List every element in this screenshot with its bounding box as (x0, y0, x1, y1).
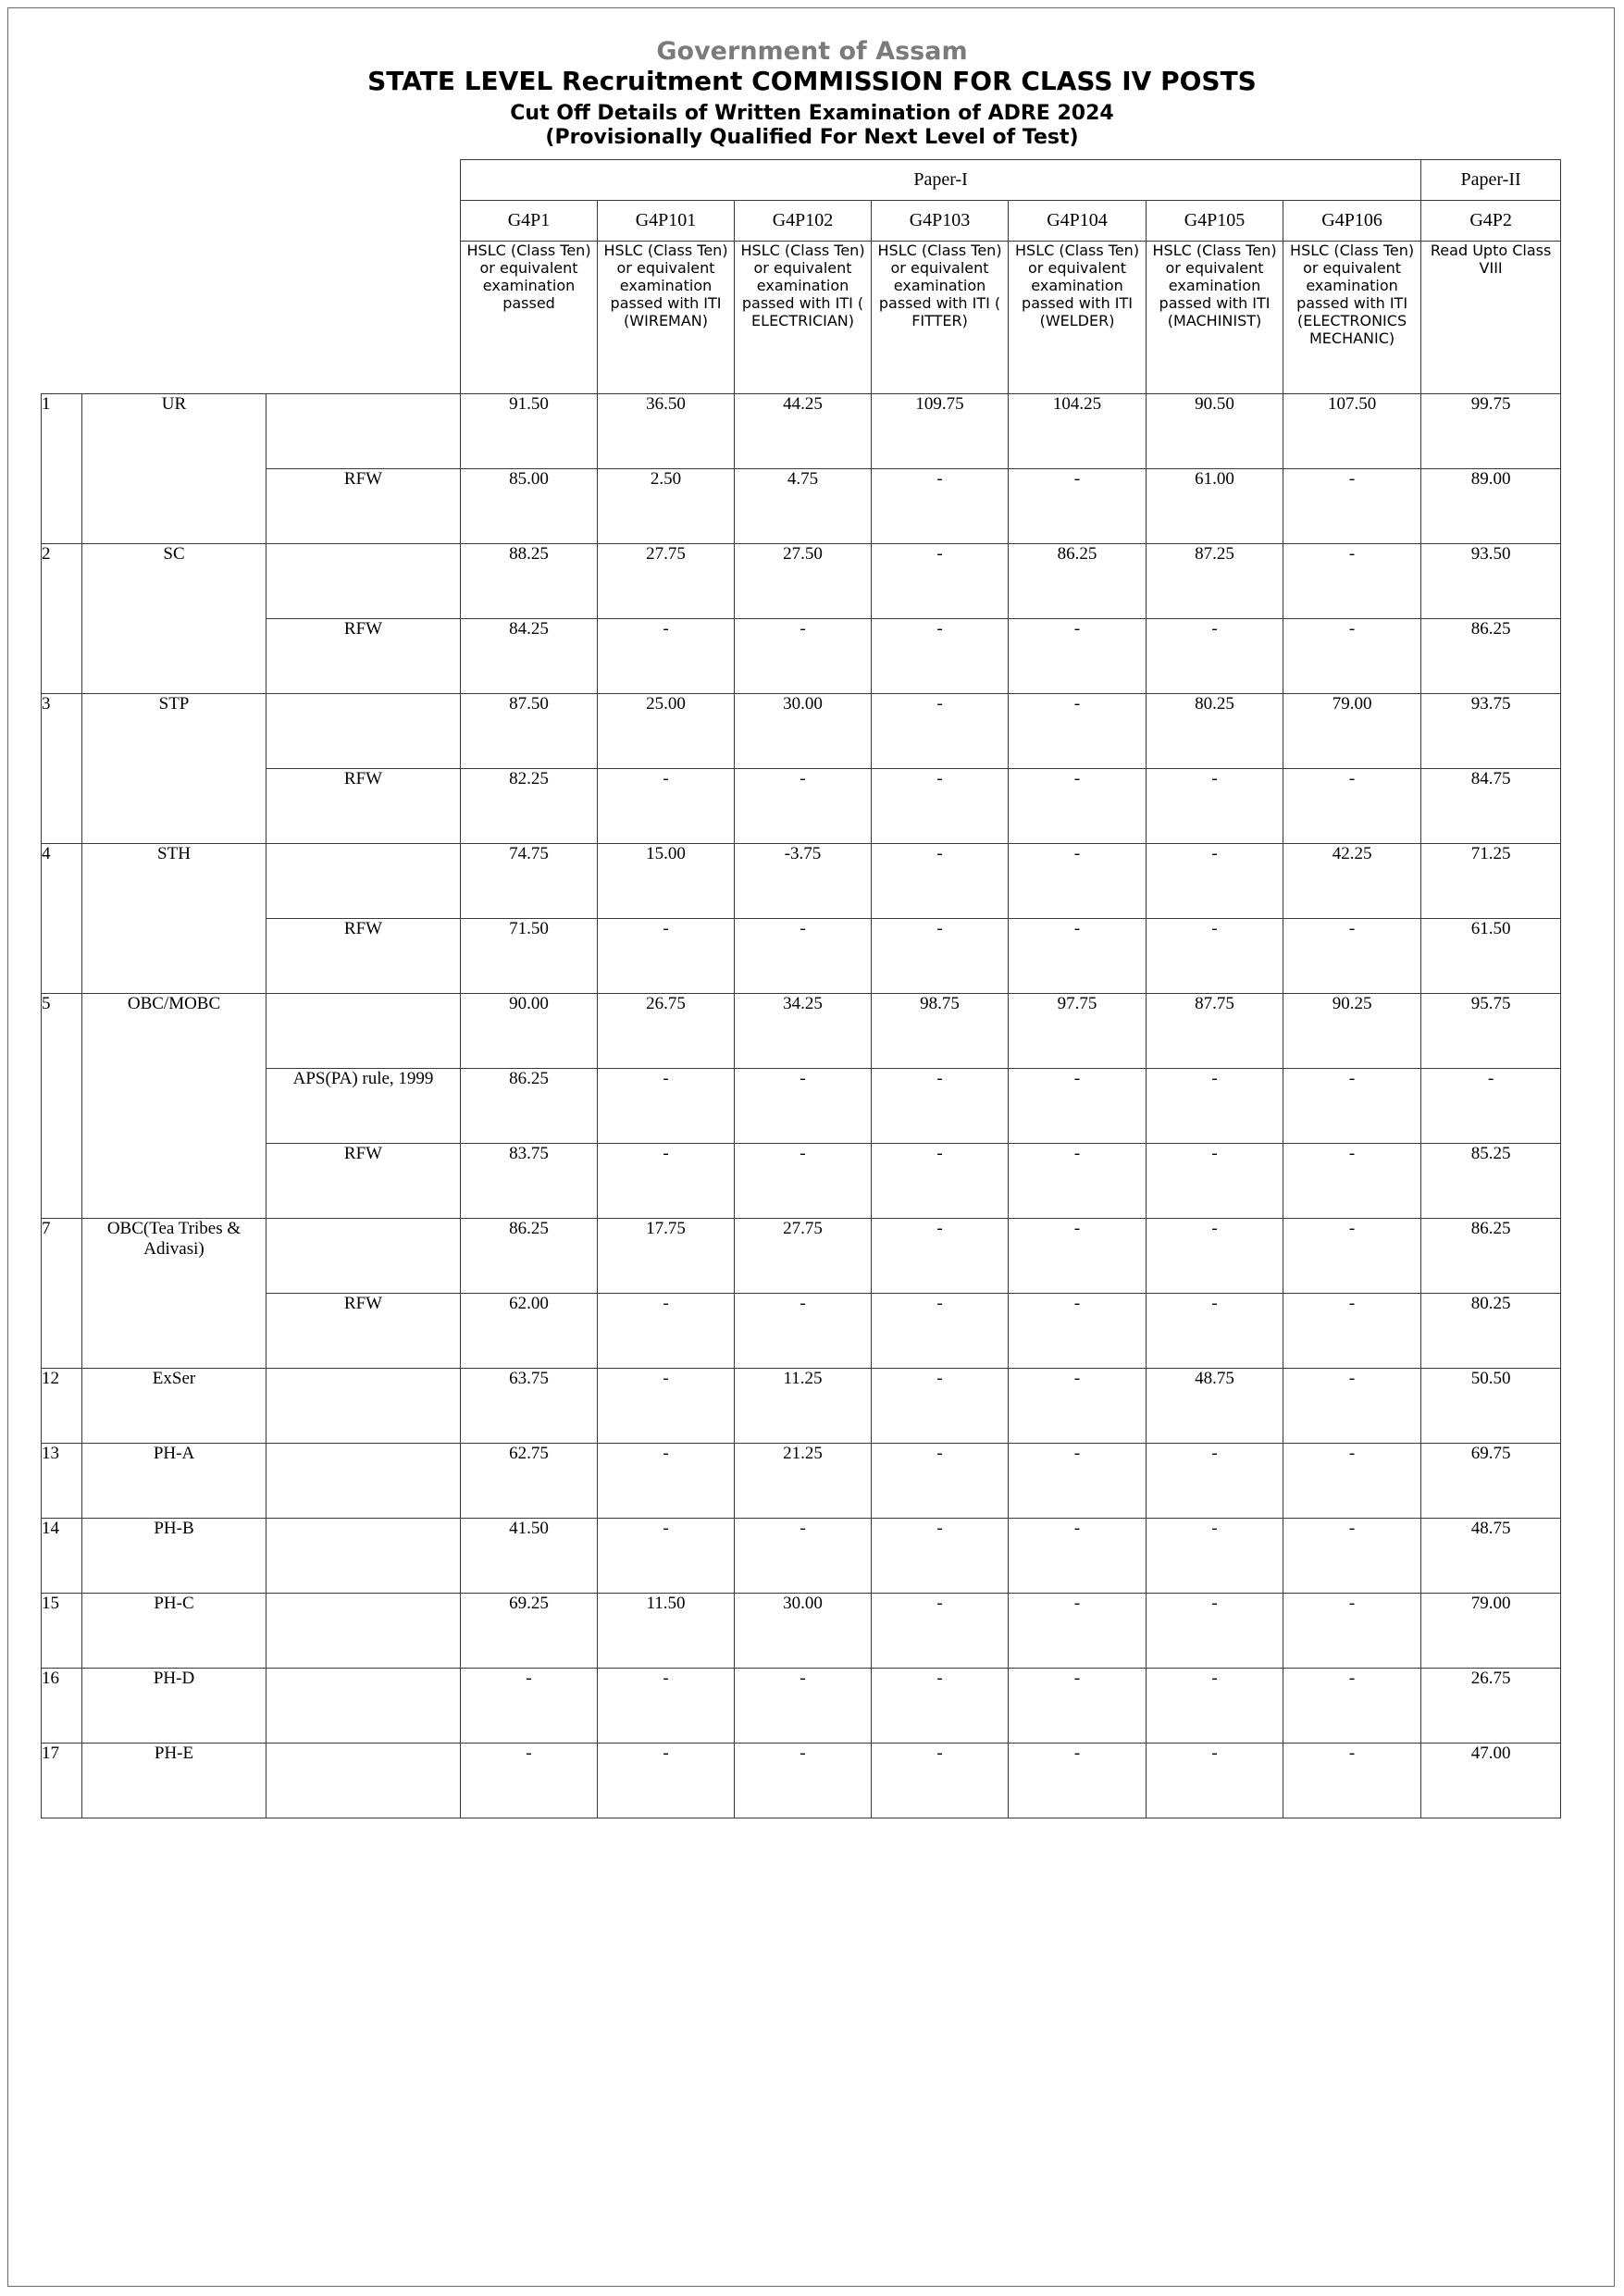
category-cell: PH-D (82, 1669, 267, 1744)
cutoff-value-cell: - (598, 769, 735, 844)
subcategory-cell (267, 1444, 461, 1519)
cutoff-value-cell: - (872, 844, 1009, 919)
cutoff-value-cell: 86.25 (1421, 619, 1561, 694)
cutoff-value-cell: 84.25 (461, 619, 598, 694)
cutoff-value-cell: 25.00 (598, 694, 735, 769)
cutoff-value-cell: - (872, 619, 1009, 694)
category-cell: PH-C (82, 1594, 267, 1669)
subcategory-cell (267, 1669, 461, 1744)
subcategory-cell (267, 1219, 461, 1294)
cutoff-value-cell: - (872, 1069, 1009, 1144)
cutoff-value-cell: - (1009, 1219, 1147, 1294)
cutoff-value-cell: - (1283, 919, 1421, 994)
subcategory-cell: APS(PA) rule, 1999 (267, 1069, 461, 1144)
table-row (42, 469, 1561, 544)
category-cell: STP (82, 694, 267, 844)
subcategory-cell: RFW (267, 469, 461, 544)
cutoff-value-cell: 30.00 (735, 1594, 872, 1669)
cutoff-value-cell: - (872, 1519, 1009, 1594)
serial-number-cell: 16 (42, 1669, 82, 1744)
cutoff-value-cell: 86.25 (461, 1069, 598, 1144)
cutoff-value-cell: - (872, 1669, 1009, 1744)
cutoff-value-cell: 71.50 (461, 919, 598, 994)
cutoff-value-cell: 89.00 (1421, 469, 1561, 544)
subcategory-cell (267, 1594, 461, 1669)
table-row (42, 1294, 1561, 1369)
header-spacer (42, 160, 461, 201)
description-header-row (42, 242, 1561, 394)
cutoff-value-cell: 62.00 (461, 1294, 598, 1369)
cutoff-value-cell: 82.25 (461, 769, 598, 844)
category-cell: STH (82, 844, 267, 994)
cutoff-value-cell: 61.00 (1147, 469, 1283, 544)
cutoff-value-cell: - (598, 619, 735, 694)
cutoff-value-cell: 86.25 (1421, 1219, 1561, 1294)
serial-number-cell: 14 (42, 1519, 82, 1594)
cutoff-value-cell: - (872, 1144, 1009, 1219)
cutoff-value-cell: - (1283, 469, 1421, 544)
cutoff-value-cell: - (1009, 1594, 1147, 1669)
cutoff-value-cell: 80.25 (1421, 1294, 1561, 1369)
subcategory-cell: RFW (267, 1294, 461, 1369)
cutoff-value-cell: - (1147, 1669, 1283, 1744)
cutoff-value-cell: 30.00 (735, 694, 872, 769)
cutoff-value-cell: - (735, 919, 872, 994)
cutoff-value-cell: 61.50 (1421, 919, 1561, 994)
cutoff-value-cell: 88.25 (461, 544, 598, 619)
cutoff-value-cell: - (735, 1144, 872, 1219)
subcategory-cell (267, 1369, 461, 1444)
subcategory-cell: RFW (267, 619, 461, 694)
category-cell: PH-A (82, 1444, 267, 1519)
cutoff-value-cell: - (872, 919, 1009, 994)
cutoff-value-cell: - (872, 769, 1009, 844)
cutoff-value-cell: - (598, 919, 735, 994)
cutoff-value-cell: - (1147, 1744, 1283, 1818)
cutoff-value-cell: 15.00 (598, 844, 735, 919)
government-title: Government of Assam (656, 37, 968, 66)
table-row (42, 544, 1561, 619)
cutoff-value-cell: 69.25 (461, 1594, 598, 1669)
table-row (42, 1744, 1561, 1818)
paper-2-header: Paper-II (1421, 160, 1561, 201)
category-cell: OBC(Tea Tribes & Adivasi) (82, 1219, 267, 1369)
cutoff-value-cell: 109.75 (872, 394, 1009, 469)
subcategory-cell: RFW (267, 1144, 461, 1219)
cutoff-value-cell: - (1283, 1594, 1421, 1669)
cutoff-value-cell: - (598, 1069, 735, 1144)
cutoff-value-cell: - (1283, 1369, 1421, 1444)
cutoff-value-cell: - (872, 1369, 1009, 1444)
qualification-header: HSLC (Class Ten) or equivalent examination passed with ITI (ELECTRONICS MECHANIC) (1283, 242, 1421, 394)
cutoff-value-cell: 98.75 (872, 994, 1009, 1069)
cutoff-value-cell: 44.25 (735, 394, 872, 469)
table-row (42, 1069, 1561, 1144)
subcategory-cell (267, 544, 461, 619)
cutoff-value-cell: - (1283, 769, 1421, 844)
cutoff-value-cell: 87.25 (1147, 544, 1283, 619)
cutoff-value-cell: - (872, 1294, 1009, 1369)
cutoff-value-cell: - (1147, 1519, 1283, 1594)
cutoff-value-cell: - (598, 1669, 735, 1744)
category-cell: OBC/MOBC (82, 994, 267, 1219)
table-row (42, 1519, 1561, 1594)
cutoff-value-cell: - (1147, 1069, 1283, 1144)
cutoff-value-cell: 91.50 (461, 394, 598, 469)
subcategory-cell (267, 394, 461, 469)
cutoff-value-cell: - (1283, 1519, 1421, 1594)
cutoff-value-cell: 97.75 (1009, 994, 1147, 1069)
qualification-header: Read Upto Class VIII (1421, 242, 1561, 394)
cutoff-value-cell: 2.50 (598, 469, 735, 544)
cutoff-table (41, 159, 1561, 1818)
qualification-header: HSLC (Class Ten) or equivalent examination passed with ITI (WIREMAN) (598, 242, 735, 394)
serial-number-cell: 15 (42, 1594, 82, 1669)
subcategory-cell (267, 994, 461, 1069)
cutoff-value-cell: 79.00 (1421, 1594, 1561, 1669)
cutoff-value-cell: - (735, 619, 872, 694)
category-cell: UR (82, 394, 267, 544)
cutoff-value-cell: - (1283, 1444, 1421, 1519)
cutoff-value-cell: 27.75 (735, 1219, 872, 1294)
report-note: (Provisionally Qualified For Next Level of Test) (545, 126, 1079, 149)
cutoff-value-cell: - (1147, 919, 1283, 994)
cutoff-value-cell: - (1283, 1069, 1421, 1144)
cutoff-value-cell: 26.75 (598, 994, 735, 1069)
cutoff-value-cell: 84.75 (1421, 769, 1561, 844)
cutoff-value-cell: - (1147, 1594, 1283, 1669)
table-row (42, 1669, 1561, 1744)
code-header: G4P103 (872, 201, 1009, 242)
cutoff-value-cell: - (735, 1669, 872, 1744)
table-row (42, 919, 1561, 994)
serial-number-cell: 5 (42, 994, 82, 1219)
qualification-header: HSLC (Class Ten) or equivalent examination passed with ITI (WELDER) (1009, 242, 1147, 394)
serial-number-cell: 12 (42, 1369, 82, 1444)
cutoff-value-cell: 107.50 (1283, 394, 1421, 469)
cutoff-value-cell: - (1283, 1669, 1421, 1744)
cutoff-value-cell: 90.25 (1283, 994, 1421, 1069)
serial-number-cell: 7 (42, 1219, 82, 1369)
cutoff-value-cell: 34.25 (735, 994, 872, 1069)
serial-number-cell: 1 (42, 394, 82, 544)
cutoff-value-cell: -3.75 (735, 844, 872, 919)
table-row (42, 769, 1561, 844)
cutoff-value-cell: 83.75 (461, 1144, 598, 1219)
cutoff-value-cell: - (1283, 619, 1421, 694)
cutoff-value-cell: 27.75 (598, 544, 735, 619)
cutoff-value-cell: 63.75 (461, 1369, 598, 1444)
table-row (42, 394, 1561, 469)
cutoff-value-cell: 48.75 (1147, 1369, 1283, 1444)
qualification-header: HSLC (Class Ten) or equivalent examination passed with ITI ( FITTER) (872, 242, 1009, 394)
cutoff-value-cell: - (1147, 1219, 1283, 1294)
cutoff-value-cell: 90.50 (1147, 394, 1283, 469)
cutoff-value-cell: 93.75 (1421, 694, 1561, 769)
serial-number-cell: 17 (42, 1744, 82, 1818)
serial-number-cell: 3 (42, 694, 82, 844)
cutoff-value-cell: - (872, 1444, 1009, 1519)
cutoff-value-cell: - (1009, 844, 1147, 919)
serial-number-cell: 13 (42, 1444, 82, 1519)
code-header: G4P105 (1147, 201, 1283, 242)
header-spacer (42, 242, 461, 394)
cutoff-value-cell: - (1147, 844, 1283, 919)
code-header: G4P101 (598, 201, 735, 242)
cutoff-value-cell: - (1147, 1294, 1283, 1369)
cutoff-value-cell: - (1009, 469, 1147, 544)
code-header: G4P2 (1421, 201, 1561, 242)
subcategory-cell (267, 694, 461, 769)
qualification-header: HSLC (Class Ten) or equivalent examination passed (461, 242, 598, 394)
cutoff-value-cell: - (1009, 1744, 1147, 1818)
cutoff-value-cell: - (1283, 1144, 1421, 1219)
cutoff-value-cell: - (598, 1519, 735, 1594)
cutoff-value-cell: 80.25 (1147, 694, 1283, 769)
cutoff-value-cell: 87.50 (461, 694, 598, 769)
cutoff-value-cell: 95.75 (1421, 994, 1561, 1069)
cutoff-value-cell: 79.00 (1283, 694, 1421, 769)
cutoff-value-cell: - (1009, 1444, 1147, 1519)
cutoff-value-cell: 47.00 (1421, 1744, 1561, 1818)
cutoff-value-cell: - (1421, 1069, 1561, 1144)
table-row (42, 994, 1561, 1069)
cutoff-value-cell: - (461, 1669, 598, 1744)
cutoff-value-cell: - (735, 1519, 872, 1594)
cutoff-value-cell: 85.25 (1421, 1144, 1561, 1219)
subcategory-cell (267, 1519, 461, 1594)
cutoff-value-cell: - (598, 1144, 735, 1219)
cutoff-value-cell: 86.25 (1009, 544, 1147, 619)
cutoff-value-cell: 36.50 (598, 394, 735, 469)
cutoff-value-cell: - (1009, 1069, 1147, 1144)
cutoff-value-cell: 11.50 (598, 1594, 735, 1669)
cutoff-value-cell: - (1009, 694, 1147, 769)
cutoff-value-cell: - (872, 1594, 1009, 1669)
cutoff-value-cell: - (1009, 1369, 1147, 1444)
code-header: G4P104 (1009, 201, 1147, 242)
report-subtitle: Cut Off Details of Written Examination of ADRE 2024 (510, 102, 1114, 125)
cutoff-value-cell: 90.00 (461, 994, 598, 1069)
cutoff-value-cell: 74.75 (461, 844, 598, 919)
cutoff-value-cell: 87.75 (1147, 994, 1283, 1069)
table-row (42, 1444, 1561, 1519)
cutoff-value-cell: - (1283, 544, 1421, 619)
cutoff-value-cell: - (1147, 1144, 1283, 1219)
serial-number-cell: 4 (42, 844, 82, 994)
cutoff-value-cell: - (1009, 1519, 1147, 1594)
cutoff-value-cell: 104.25 (1009, 394, 1147, 469)
cutoff-value-cell: 26.75 (1421, 1669, 1561, 1744)
cutoff-value-cell: - (735, 1744, 872, 1818)
category-cell: ExSer (82, 1369, 267, 1444)
subcategory-cell: RFW (267, 769, 461, 844)
cutoff-value-cell: 17.75 (598, 1219, 735, 1294)
cutoff-value-cell: 69.75 (1421, 1444, 1561, 1519)
cutoff-value-cell: - (1009, 1144, 1147, 1219)
table-body (42, 160, 1561, 1818)
cutoff-value-cell: - (872, 544, 1009, 619)
cutoff-value-cell: - (1283, 1744, 1421, 1818)
table-row (42, 619, 1561, 694)
cutoff-value-cell: 86.25 (461, 1219, 598, 1294)
category-cell: PH-E (82, 1744, 267, 1818)
cutoff-value-cell: - (1283, 1219, 1421, 1294)
cutoff-value-cell: - (735, 769, 872, 844)
cutoff-value-cell: - (735, 1294, 872, 1369)
category-cell: PH-B (82, 1519, 267, 1594)
qualification-header: HSLC (Class Ten) or equivalent examination passed with ITI ( ELECTRICIAN) (735, 242, 872, 394)
cutoff-value-cell: - (872, 694, 1009, 769)
cutoff-value-cell: - (1009, 619, 1147, 694)
cutoff-value-cell: 99.75 (1421, 394, 1561, 469)
table-row (42, 1369, 1561, 1444)
subcategory-cell (267, 844, 461, 919)
cutoff-value-cell: 50.50 (1421, 1369, 1561, 1444)
code-header-row (42, 201, 1561, 242)
subcategory-cell: RFW (267, 919, 461, 994)
cutoff-value-cell: - (1147, 769, 1283, 844)
cutoff-value-cell: - (1283, 1294, 1421, 1369)
cutoff-value-cell: 62.75 (461, 1444, 598, 1519)
cutoff-value-cell: 48.75 (1421, 1519, 1561, 1594)
cutoff-value-cell: - (1147, 619, 1283, 694)
cutoff-value-cell: - (1009, 919, 1147, 994)
cutoff-value-cell: - (1009, 1294, 1147, 1369)
cutoff-value-cell: - (1009, 769, 1147, 844)
header-spacer (42, 201, 461, 242)
serial-number-cell: 2 (42, 544, 82, 694)
cutoff-value-cell: - (461, 1744, 598, 1818)
cutoff-value-cell: - (735, 1069, 872, 1144)
cutoff-value-cell: - (598, 1294, 735, 1369)
table-row (42, 844, 1561, 919)
cutoff-value-cell: 42.25 (1283, 844, 1421, 919)
cutoff-value-cell: 4.75 (735, 469, 872, 544)
subcategory-cell (267, 1744, 461, 1818)
cutoff-value-cell: 41.50 (461, 1519, 598, 1594)
cutoff-value-cell: - (1009, 1669, 1147, 1744)
qualification-header: HSLC (Class Ten) or equivalent examination passed with ITI (MACHINIST) (1147, 242, 1283, 394)
cutoff-value-cell: 93.50 (1421, 544, 1561, 619)
commission-title: STATE LEVEL Recruitment COMMISSION FOR CLASS IV POSTS (367, 66, 1257, 96)
cutoff-value-cell: - (598, 1744, 735, 1818)
cutoff-value-cell: 71.25 (1421, 844, 1561, 919)
cutoff-value-cell: 27.50 (735, 544, 872, 619)
cutoff-value-cell: - (872, 1219, 1009, 1294)
cutoff-value-cell: 21.25 (735, 1444, 872, 1519)
paper-1-header: Paper-I (461, 160, 1421, 201)
cutoff-value-cell: - (872, 1744, 1009, 1818)
table-row (42, 1594, 1561, 1669)
code-header: G4P102 (735, 201, 872, 242)
cutoff-value-cell: - (598, 1369, 735, 1444)
cutoff-value-cell: 11.25 (735, 1369, 872, 1444)
category-cell: SC (82, 544, 267, 694)
table-row (42, 1219, 1561, 1294)
cutoff-value-cell: 85.00 (461, 469, 598, 544)
code-header: G4P106 (1283, 201, 1421, 242)
table-row (42, 694, 1561, 769)
cutoff-value-cell: - (1147, 1444, 1283, 1519)
paper-header-row (42, 160, 1561, 201)
code-header: G4P1 (461, 201, 598, 242)
cutoff-value-cell: - (872, 469, 1009, 544)
table-row (42, 1144, 1561, 1219)
cutoff-value-cell: - (598, 1444, 735, 1519)
